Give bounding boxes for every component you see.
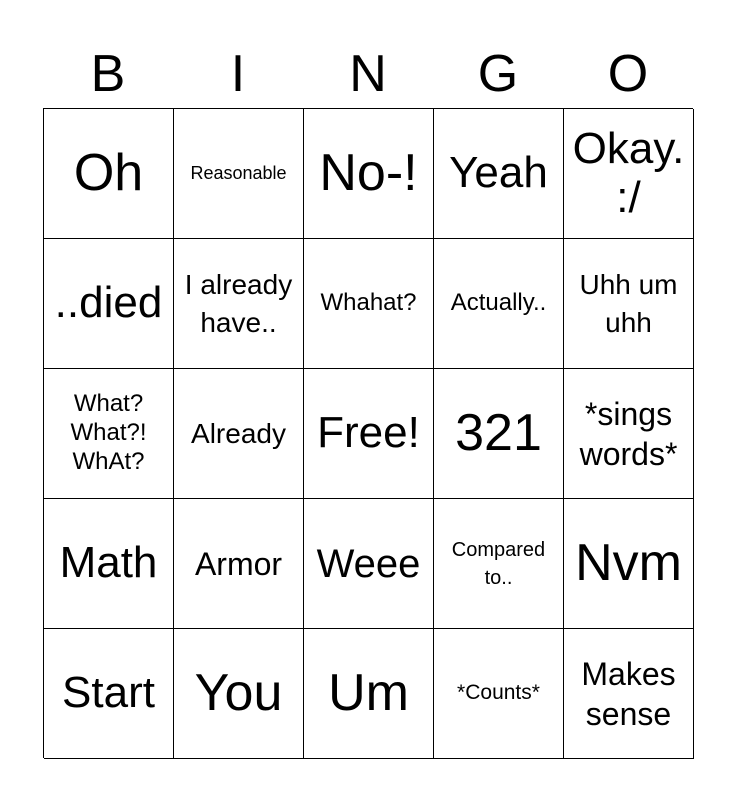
bingo-header: [43, 40, 693, 108]
bingo-cell-r5-c4[interactable]: *Counts*: [434, 629, 564, 759]
header-letter-n: N: [349, 45, 387, 103]
bingo-cell-r1-c3[interactable]: No-!: [304, 109, 434, 239]
bingo-cell-r4-c4[interactable]: Compared to..: [434, 499, 564, 629]
bingo-cell-r1-c1[interactable]: Oh: [44, 109, 174, 239]
bingo-cell-r4-c3[interactable]: Weee: [304, 499, 434, 629]
bingo-cell-r1-c4[interactable]: Yeah: [434, 109, 564, 239]
bingo-cell-r4-c1[interactable]: Math: [44, 499, 174, 629]
bingo-cell-r5-c2[interactable]: You: [174, 629, 304, 759]
bingo-cell-r3-c5[interactable]: *sings words*: [564, 369, 694, 499]
bingo-cell-r3-c1[interactable]: What? What?! WhAt?: [44, 369, 174, 499]
header-letter-g: G: [477, 45, 519, 103]
bingo-cell-r4-c5[interactable]: Nvm: [564, 499, 694, 629]
bingo-cell-r1-c5[interactable]: Okay. :/: [564, 109, 694, 239]
bingo-cell-r4-c2[interactable]: Armor: [174, 499, 304, 629]
bingo-cell-r2-c4[interactable]: Actually..: [434, 239, 564, 369]
bingo-cell-r1-c2[interactable]: Reasonable: [174, 109, 304, 239]
bingo-cell-r5-c1[interactable]: Start: [44, 629, 174, 759]
bingo-cell-r3-c2[interactable]: Already: [174, 369, 304, 499]
header-letter-i: I: [230, 45, 246, 103]
bingo-cell-r3-c4[interactable]: 321: [434, 369, 564, 499]
bingo-cell-r2-c5[interactable]: Uhh um uhh: [564, 239, 694, 369]
bingo-cell-r2-c1[interactable]: ..died: [44, 239, 174, 369]
header-letter-b: B: [90, 45, 126, 103]
header-letter-o: O: [607, 45, 649, 103]
bingo-cell-r2-c3[interactable]: Whahat?: [304, 239, 434, 369]
bingo-cell-r2-c2[interactable]: I already have..: [174, 239, 304, 369]
bingo-cell-r5-c3[interactable]: Um: [304, 629, 434, 759]
bingo-cell-r3-c3[interactable]: Free!: [304, 369, 434, 499]
bingo-board: [43, 108, 693, 758]
bingo-cell-r5-c5[interactable]: Makes sense: [564, 629, 694, 759]
